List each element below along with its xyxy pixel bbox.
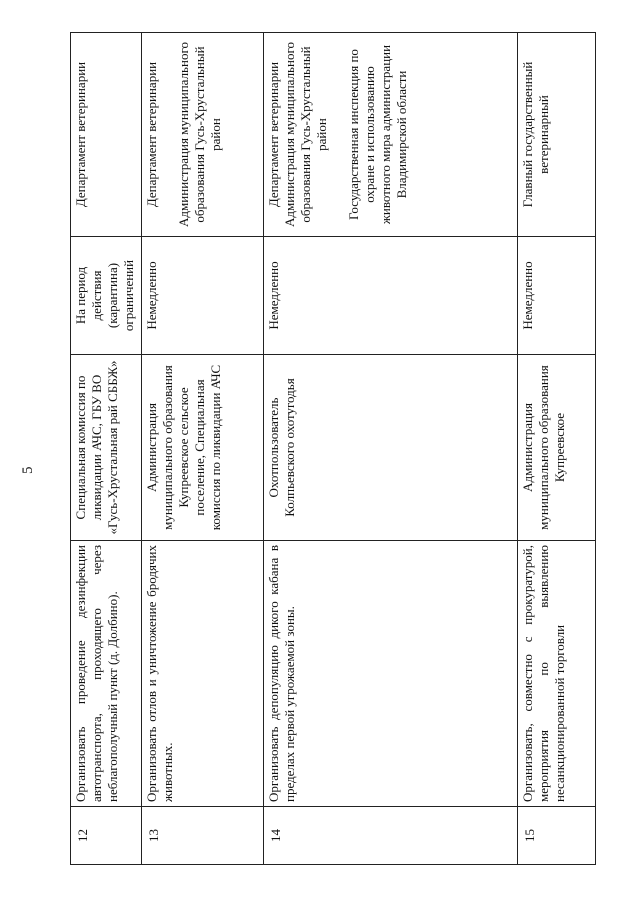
responsible-party: Охотпользователь Колпьевского охотугодья — [264, 355, 518, 541]
page-number: 5 — [20, 466, 36, 474]
control-body-line: Администрация муниципального образования Гусь-Хрустальный район — [176, 42, 223, 227]
spacer — [160, 37, 176, 232]
deadline: Немедленно — [518, 237, 596, 355]
control-body-line: Департамент ветеринарии Администрация муниципального образования Гусь-Хрустальный район — [266, 42, 329, 227]
responsible-party: Администрация муниципального образования Купреевское сельское поселение, Специальная комиссия по ликвидации АЧС — [142, 355, 264, 541]
control-body: Департамент ветеринарии — [71, 33, 142, 237]
control-body — [142, 33, 264, 237]
measure-text: Организовать проведение дезинфекции автотранспорта, проходящего через неблагополучный пункт (д. Долбино). — [71, 541, 142, 807]
measure-text: Организовать, совместно с прокуратурой, мероприятия по выявлению несанкционированной торговли — [518, 541, 596, 807]
table-row — [71, 33, 142, 865]
row-number: 14 — [264, 807, 518, 865]
row-number: 15 — [518, 807, 596, 865]
control-body — [264, 33, 518, 237]
deadline: Немедленно — [142, 237, 264, 355]
measures-table — [70, 32, 596, 865]
measures-table-container — [70, 33, 623, 865]
control-body: Главный государственный ветеринарный — [518, 33, 596, 237]
row-number: 13 — [142, 807, 264, 865]
table-row — [264, 33, 518, 865]
spacer — [330, 37, 346, 232]
control-body-line: Департамент ветеринарии — [144, 61, 159, 208]
measure-text: Организовать депопуляцию дикого кабана в пределах первой угрожаемой зоны. — [264, 541, 518, 807]
table-row — [142, 33, 264, 865]
control-body-line: Государственная инспекция по охране и использованию животного мира администрации Владимирской области — [346, 44, 409, 225]
deadline: На период действия (карантина) ограничений — [71, 237, 142, 355]
row-number: 12 — [71, 807, 142, 865]
table-row — [518, 33, 596, 865]
deadline: Немедленно — [264, 237, 518, 355]
measure-text: Организовать отлов и уничтожение бродячих животных. — [142, 541, 264, 807]
responsible-party: Специальная комиссия по ликвидации АЧС, ГБУ ВО «Гусь-Хрустальная рай СББЖ» — [71, 355, 142, 541]
responsible-party: Администрация муниципального образования Купреевское — [518, 355, 596, 541]
